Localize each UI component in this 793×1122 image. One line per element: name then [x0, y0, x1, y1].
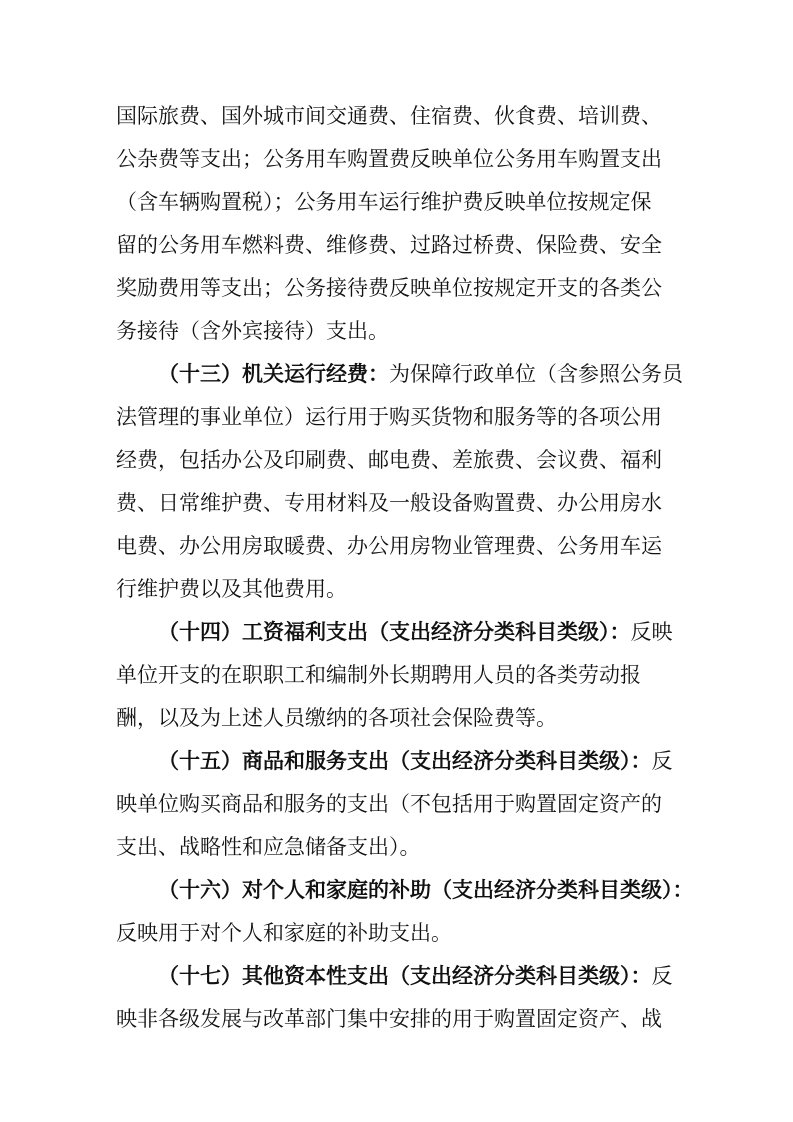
section-14-heading: （十四）工资福利支出（支出经济分类科目类级）：	[158, 619, 631, 644]
para-line: 电费、办公用房取暖费、办公用房物业管理费、公务用车运	[116, 534, 662, 558]
para-line: 单位开支的在职职工和编制外长期聘用人员的各类劳动报	[116, 663, 641, 687]
para-line: 映单位购买商品和服务的支出（不包括用于购置固定资产的	[116, 792, 662, 816]
para-line: 经费，包括办公及印刷费、邮电费、差旅费、会议费、福利	[116, 448, 662, 472]
section-15-first-line	[158, 748, 673, 774]
para-line: 国际旅费、国外城市间交通费、住宿费、伙食费、培训费、	[116, 104, 662, 128]
section-17-heading: （十七）其他资本性支出（支出经济分类科目类级）：	[158, 963, 652, 988]
para-line: （含车辆购置税）；公务用车运行维护费反映单位按规定保	[116, 190, 652, 214]
section-15-heading: （十五）商品和服务支出（支出经济分类科目类级）：	[158, 748, 652, 773]
para-line: 公杂费等支出；公务用车购置费反映单位公务用车购置支出	[116, 147, 662, 171]
section-13-heading: （十三）机关运行经费：	[158, 361, 389, 386]
section-14-first-line	[158, 619, 673, 645]
section-15-text: 反	[651, 749, 673, 773]
para-line: 酬，以及为上述人员缴纳的各项社会保险费等。	[116, 706, 557, 730]
section-17-text: 反	[651, 964, 673, 988]
para-line: 支出、战略性和应急储备支出）。	[116, 835, 421, 859]
para-line: 务接待（含外宾接待）支出。	[116, 319, 389, 343]
section-16-heading: （十六）对个人和家庭的补助（支出经济分类科目类级）：	[158, 877, 694, 902]
para-line: 奖励费用等支出；公务接待费反映单位按规定开支的各类公	[116, 276, 662, 300]
section-13-text: 为保障行政单位（含参照公务员	[389, 362, 683, 386]
para-line: 法管理的事业单位）运行用于购买货物和服务等的各项公用	[116, 405, 662, 429]
section-13-first-line	[158, 361, 683, 387]
para-line: 映非各级发展与改革部门集中安排的用于购置固定资产、战	[116, 1007, 662, 1031]
section-16-first-line	[158, 877, 694, 903]
para-line: 行维护费以及其他费用。	[116, 577, 347, 601]
section-14-text: 反映	[630, 620, 673, 644]
section-17-first-line	[158, 963, 673, 989]
para-line: 留的公务用车燃料费、维修费、过路过桥费、保险费、安全	[116, 233, 662, 257]
para-line: 费、日常维护费、专用材料及一般设备购置费、办公用房水	[116, 491, 662, 515]
para-line: 反映用于对个人和家庭的补助支出。	[116, 921, 452, 945]
